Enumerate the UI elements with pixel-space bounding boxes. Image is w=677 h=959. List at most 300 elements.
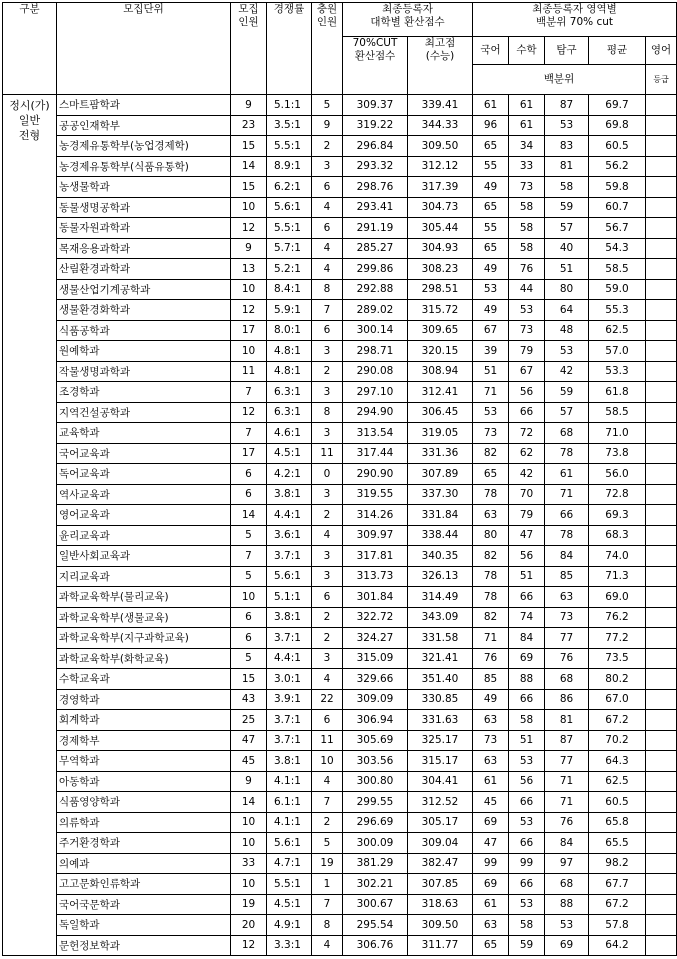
- inquiry-cell: 77: [545, 628, 589, 649]
- math-cell: 73: [509, 177, 545, 198]
- cut-score-cell: 298.76: [343, 177, 408, 198]
- competition-cell: 4.7:1: [267, 853, 312, 874]
- additional-cell: 2: [312, 812, 343, 833]
- math-cell: 84: [509, 628, 545, 649]
- inquiry-cell: 57: [545, 402, 589, 423]
- additional-cell: 5: [312, 95, 343, 116]
- additional-cell: 2: [312, 361, 343, 382]
- cut-score-cell: 322.72: [343, 607, 408, 628]
- header-area-group: 최종등록자 영역별 백분위 70% cut: [473, 3, 677, 37]
- table-row: [3, 136, 677, 157]
- header-category: 구분: [3, 3, 57, 95]
- table-row: [3, 361, 677, 382]
- quota-cell: 7: [231, 423, 267, 444]
- average-cell: 67.2: [589, 710, 646, 731]
- average-cell: 98.2: [589, 853, 646, 874]
- inquiry-cell: 81: [545, 710, 589, 731]
- inquiry-cell: 76: [545, 648, 589, 669]
- english-cell: [646, 423, 677, 444]
- quota-cell: 23: [231, 115, 267, 136]
- korean-cell: 39: [473, 341, 509, 362]
- korean-cell: 78: [473, 484, 509, 505]
- inquiry-cell: 51: [545, 259, 589, 280]
- math-cell: 66: [509, 833, 545, 854]
- competition-cell: 8.9:1: [267, 156, 312, 177]
- max-score-cell: 325.17: [408, 730, 473, 751]
- max-score-cell: 309.65: [408, 320, 473, 341]
- korean-cell: 47: [473, 833, 509, 854]
- unit-cell: 식품영양학과: [57, 792, 231, 813]
- additional-cell: 9: [312, 115, 343, 136]
- table-row: [3, 874, 677, 895]
- table-row: [3, 279, 677, 300]
- math-cell: 47: [509, 525, 545, 546]
- quota-cell: 33: [231, 853, 267, 874]
- inquiry-cell: 59: [545, 197, 589, 218]
- korean-cell: 71: [473, 382, 509, 403]
- max-score-cell: 314.49: [408, 587, 473, 608]
- additional-cell: 3: [312, 648, 343, 669]
- unit-cell: 목재응용과학과: [57, 238, 231, 259]
- max-score-cell: 311.77: [408, 935, 473, 956]
- quota-cell: 10: [231, 279, 267, 300]
- max-score-cell: 305.17: [408, 812, 473, 833]
- english-cell: [646, 484, 677, 505]
- cut-score-cell: 319.22: [343, 115, 408, 136]
- unit-cell: 고고문화인류학과: [57, 874, 231, 895]
- average-cell: 55.3: [589, 300, 646, 321]
- english-cell: [646, 607, 677, 628]
- additional-cell: 4: [312, 935, 343, 956]
- average-cell: 67.2: [589, 894, 646, 915]
- cut-score-cell: 315.09: [343, 648, 408, 669]
- quota-cell: 7: [231, 546, 267, 567]
- quota-cell: 7: [231, 382, 267, 403]
- korean-cell: 82: [473, 443, 509, 464]
- max-score-cell: 308.23: [408, 259, 473, 280]
- cut-score-cell: 291.19: [343, 218, 408, 239]
- competition-cell: 4.9:1: [267, 915, 312, 936]
- quota-cell: 14: [231, 156, 267, 177]
- cut-score-cell: 285.27: [343, 238, 408, 259]
- inquiry-cell: 53: [545, 341, 589, 362]
- math-cell: 66: [509, 689, 545, 710]
- max-score-cell: 317.39: [408, 177, 473, 198]
- max-score-cell: 339.41: [408, 95, 473, 116]
- unit-cell: 과학교육학부(지구과학교육): [57, 628, 231, 649]
- competition-cell: 4.4:1: [267, 648, 312, 669]
- english-cell: [646, 874, 677, 895]
- math-cell: 99: [509, 853, 545, 874]
- quota-cell: 13: [231, 259, 267, 280]
- max-score-cell: 343.09: [408, 607, 473, 628]
- max-score-cell: 309.50: [408, 136, 473, 157]
- table-row: [3, 669, 677, 690]
- math-cell: 53: [509, 812, 545, 833]
- additional-cell: 0: [312, 464, 343, 485]
- inquiry-cell: 86: [545, 689, 589, 710]
- quota-cell: 19: [231, 894, 267, 915]
- average-cell: 67.7: [589, 874, 646, 895]
- competition-cell: 3.7:1: [267, 730, 312, 751]
- unit-cell: 경영학과: [57, 689, 231, 710]
- inquiry-cell: 85: [545, 566, 589, 587]
- table-row: [3, 341, 677, 362]
- math-cell: 70: [509, 484, 545, 505]
- cut-score-cell: 317.81: [343, 546, 408, 567]
- korean-cell: 49: [473, 689, 509, 710]
- average-cell: 57.0: [589, 341, 646, 362]
- english-cell: [646, 648, 677, 669]
- math-cell: 51: [509, 730, 545, 751]
- table-row: [3, 320, 677, 341]
- english-cell: [646, 628, 677, 649]
- korean-cell: 67: [473, 320, 509, 341]
- max-score-cell: 331.36: [408, 443, 473, 464]
- additional-cell: 2: [312, 628, 343, 649]
- max-score-cell: 307.89: [408, 464, 473, 485]
- unit-cell: 농경제유통학부(농업경제학): [57, 136, 231, 157]
- table-row: [3, 689, 677, 710]
- header-inquiry: 탐구: [545, 37, 589, 65]
- average-cell: 69.3: [589, 505, 646, 526]
- inquiry-cell: 71: [545, 792, 589, 813]
- max-score-cell: 305.44: [408, 218, 473, 239]
- math-cell: 88: [509, 669, 545, 690]
- admission-results-table: [2, 2, 677, 956]
- unit-cell: 작물생명과학과: [57, 361, 231, 382]
- max-score-cell: 312.52: [408, 792, 473, 813]
- header-competition: 경쟁률: [267, 3, 312, 95]
- cut-score-cell: 295.54: [343, 915, 408, 936]
- additional-cell: 6: [312, 218, 343, 239]
- cut-score-cell: 305.69: [343, 730, 408, 751]
- english-cell: [646, 751, 677, 772]
- average-cell: 69.7: [589, 95, 646, 116]
- english-cell: [646, 177, 677, 198]
- english-cell: [646, 300, 677, 321]
- inquiry-cell: 88: [545, 894, 589, 915]
- additional-cell: 11: [312, 730, 343, 751]
- math-cell: 66: [509, 587, 545, 608]
- unit-cell: 의예과: [57, 853, 231, 874]
- average-cell: 76.2: [589, 607, 646, 628]
- average-cell: 60.5: [589, 792, 646, 813]
- table-row: [3, 792, 677, 813]
- additional-cell: 3: [312, 382, 343, 403]
- cut-score-cell: 290.08: [343, 361, 408, 382]
- average-cell: 71.3: [589, 566, 646, 587]
- korean-cell: 61: [473, 894, 509, 915]
- average-cell: 54.3: [589, 238, 646, 259]
- max-score-cell: 326.13: [408, 566, 473, 587]
- math-cell: 73: [509, 320, 545, 341]
- english-cell: [646, 320, 677, 341]
- competition-cell: 4.8:1: [267, 341, 312, 362]
- section-label: 정시(가) 일반 전형: [3, 95, 57, 956]
- inquiry-cell: 87: [545, 730, 589, 751]
- table-row: [3, 505, 677, 526]
- inquiry-cell: 57: [545, 218, 589, 239]
- additional-cell: 2: [312, 136, 343, 157]
- cut-score-cell: 300.67: [343, 894, 408, 915]
- average-cell: 62.5: [589, 771, 646, 792]
- math-cell: 58: [509, 218, 545, 239]
- korean-cell: 65: [473, 464, 509, 485]
- inquiry-cell: 48: [545, 320, 589, 341]
- additional-cell: 7: [312, 894, 343, 915]
- unit-cell: 농생물학과: [57, 177, 231, 198]
- header-quota: 모집 인원: [231, 3, 267, 95]
- math-cell: 53: [509, 751, 545, 772]
- quota-cell: 10: [231, 812, 267, 833]
- korean-cell: 71: [473, 628, 509, 649]
- cut-score-cell: 299.55: [343, 792, 408, 813]
- average-cell: 56.2: [589, 156, 646, 177]
- math-cell: 66: [509, 792, 545, 813]
- max-score-cell: 321.41: [408, 648, 473, 669]
- english-cell: [646, 771, 677, 792]
- additional-cell: 11: [312, 443, 343, 464]
- table-row: [3, 648, 677, 669]
- korean-cell: 49: [473, 259, 509, 280]
- inquiry-cell: 84: [545, 546, 589, 567]
- cut-score-cell: 302.21: [343, 874, 408, 895]
- english-cell: [646, 156, 677, 177]
- cut-score-cell: 313.54: [343, 423, 408, 444]
- unit-cell: 조경학과: [57, 382, 231, 403]
- max-score-cell: 312.41: [408, 382, 473, 403]
- competition-cell: 6.1:1: [267, 792, 312, 813]
- cut-score-cell: 309.09: [343, 689, 408, 710]
- inquiry-cell: 59: [545, 382, 589, 403]
- table-row: [3, 402, 677, 423]
- additional-cell: 6: [312, 320, 343, 341]
- unit-cell: 수학교육과: [57, 669, 231, 690]
- english-cell: [646, 792, 677, 813]
- quota-cell: 10: [231, 587, 267, 608]
- math-cell: 56: [509, 546, 545, 567]
- additional-cell: 3: [312, 423, 343, 444]
- inquiry-cell: 61: [545, 464, 589, 485]
- cut-score-cell: 300.09: [343, 833, 408, 854]
- cut-score-cell: 296.69: [343, 812, 408, 833]
- quota-cell: 5: [231, 525, 267, 546]
- max-score-cell: 344.33: [408, 115, 473, 136]
- table-row: [3, 177, 677, 198]
- cut-score-cell: 309.97: [343, 525, 408, 546]
- competition-cell: 5.2:1: [267, 259, 312, 280]
- additional-cell: 2: [312, 607, 343, 628]
- korean-cell: 99: [473, 853, 509, 874]
- unit-cell: 지역건설공학과: [57, 402, 231, 423]
- competition-cell: 3.3:1: [267, 935, 312, 956]
- header-max: 최고점 (수능): [408, 37, 473, 95]
- average-cell: 56.0: [589, 464, 646, 485]
- additional-cell: 4: [312, 669, 343, 690]
- max-score-cell: 304.73: [408, 197, 473, 218]
- max-score-cell: 337.30: [408, 484, 473, 505]
- cut-score-cell: 314.26: [343, 505, 408, 526]
- english-cell: [646, 402, 677, 423]
- average-cell: 73.5: [589, 648, 646, 669]
- table-row: [3, 464, 677, 485]
- math-cell: 61: [509, 95, 545, 116]
- inquiry-cell: 87: [545, 95, 589, 116]
- table-row: [3, 812, 677, 833]
- korean-cell: 82: [473, 607, 509, 628]
- unit-cell: 생물환경화학과: [57, 300, 231, 321]
- cut-score-cell: 292.88: [343, 279, 408, 300]
- unit-cell: 독일학과: [57, 915, 231, 936]
- english-cell: [646, 443, 677, 464]
- average-cell: 67.0: [589, 689, 646, 710]
- quota-cell: 5: [231, 566, 267, 587]
- unit-cell: 일반사회교육과: [57, 546, 231, 567]
- quota-cell: 12: [231, 218, 267, 239]
- unit-cell: 생물산업기계공학과: [57, 279, 231, 300]
- competition-cell: 3.7:1: [267, 710, 312, 731]
- header-70cut: 70%CUT 환산점수: [343, 37, 408, 95]
- competition-cell: 5.6:1: [267, 197, 312, 218]
- korean-cell: 65: [473, 136, 509, 157]
- max-score-cell: 318.63: [408, 894, 473, 915]
- max-score-cell: 315.17: [408, 751, 473, 772]
- max-score-cell: 340.35: [408, 546, 473, 567]
- math-cell: 66: [509, 402, 545, 423]
- quota-cell: 10: [231, 341, 267, 362]
- average-cell: 68.3: [589, 525, 646, 546]
- header-math: 수학: [509, 37, 545, 65]
- english-cell: [646, 136, 677, 157]
- math-cell: 79: [509, 341, 545, 362]
- math-cell: 44: [509, 279, 545, 300]
- cut-score-cell: 294.90: [343, 402, 408, 423]
- additional-cell: 8: [312, 915, 343, 936]
- korean-cell: 63: [473, 915, 509, 936]
- cut-score-cell: 324.27: [343, 628, 408, 649]
- inquiry-cell: 68: [545, 669, 589, 690]
- cut-score-cell: 306.76: [343, 935, 408, 956]
- quota-cell: 9: [231, 238, 267, 259]
- math-cell: 59: [509, 935, 545, 956]
- average-cell: 80.2: [589, 669, 646, 690]
- quota-cell: 9: [231, 95, 267, 116]
- table-row: [3, 853, 677, 874]
- competition-cell: 4.2:1: [267, 464, 312, 485]
- max-score-cell: 331.63: [408, 710, 473, 731]
- unit-cell: 식품공학과: [57, 320, 231, 341]
- korean-cell: 45: [473, 792, 509, 813]
- max-score-cell: 309.50: [408, 915, 473, 936]
- korean-cell: 53: [473, 279, 509, 300]
- additional-cell: 3: [312, 566, 343, 587]
- max-score-cell: 331.58: [408, 628, 473, 649]
- inquiry-cell: 78: [545, 443, 589, 464]
- additional-cell: 2: [312, 505, 343, 526]
- additional-cell: 4: [312, 771, 343, 792]
- unit-cell: 동물자원과학과: [57, 218, 231, 239]
- math-cell: 34: [509, 136, 545, 157]
- english-cell: [646, 238, 677, 259]
- inquiry-cell: 71: [545, 771, 589, 792]
- additional-cell: 3: [312, 546, 343, 567]
- cut-score-cell: 300.14: [343, 320, 408, 341]
- competition-cell: 3.7:1: [267, 546, 312, 567]
- unit-cell: 산림환경과학과: [57, 259, 231, 280]
- average-cell: 53.3: [589, 361, 646, 382]
- cut-score-cell: 306.94: [343, 710, 408, 731]
- korean-cell: 82: [473, 546, 509, 567]
- average-cell: 60.5: [589, 136, 646, 157]
- math-cell: 58: [509, 238, 545, 259]
- unit-cell: 과학교육학부(화학교육): [57, 648, 231, 669]
- average-cell: 58.5: [589, 402, 646, 423]
- quota-cell: 12: [231, 402, 267, 423]
- cut-score-cell: 381.29: [343, 853, 408, 874]
- cut-score-cell: 290.90: [343, 464, 408, 485]
- average-cell: 59.0: [589, 279, 646, 300]
- average-cell: 73.8: [589, 443, 646, 464]
- english-cell: [646, 464, 677, 485]
- header-unit: 모집단위: [57, 3, 231, 95]
- english-cell: [646, 833, 677, 854]
- korean-cell: 63: [473, 751, 509, 772]
- unit-cell: 동물생명공학과: [57, 197, 231, 218]
- table-row: [3, 546, 677, 567]
- additional-cell: 8: [312, 279, 343, 300]
- unit-cell: 공공인재학부: [57, 115, 231, 136]
- korean-cell: 80: [473, 525, 509, 546]
- additional-cell: 5: [312, 833, 343, 854]
- cut-score-cell: 299.86: [343, 259, 408, 280]
- math-cell: 69: [509, 648, 545, 669]
- competition-cell: 5.7:1: [267, 238, 312, 259]
- unit-cell: 스마트팜학과: [57, 95, 231, 116]
- inquiry-cell: 81: [545, 156, 589, 177]
- inquiry-cell: 68: [545, 874, 589, 895]
- quota-cell: 15: [231, 177, 267, 198]
- inquiry-cell: 84: [545, 833, 589, 854]
- quota-cell: 5: [231, 648, 267, 669]
- quota-cell: 45: [231, 751, 267, 772]
- max-score-cell: 351.40: [408, 669, 473, 690]
- competition-cell: 8.0:1: [267, 320, 312, 341]
- english-cell: [646, 689, 677, 710]
- additional-cell: 3: [312, 341, 343, 362]
- competition-cell: 3.8:1: [267, 751, 312, 772]
- inquiry-cell: 83: [545, 136, 589, 157]
- average-cell: 56.7: [589, 218, 646, 239]
- quota-cell: 12: [231, 300, 267, 321]
- quota-cell: 11: [231, 361, 267, 382]
- korean-cell: 78: [473, 566, 509, 587]
- cut-score-cell: 297.10: [343, 382, 408, 403]
- quota-cell: 6: [231, 628, 267, 649]
- unit-cell: 경제학부: [57, 730, 231, 751]
- english-cell: [646, 812, 677, 833]
- korean-cell: 69: [473, 874, 509, 895]
- quota-cell: 17: [231, 320, 267, 341]
- english-cell: [646, 546, 677, 567]
- english-cell: [646, 587, 677, 608]
- inquiry-cell: 40: [545, 238, 589, 259]
- inquiry-cell: 53: [545, 915, 589, 936]
- additional-cell: 6: [312, 710, 343, 731]
- korean-cell: 51: [473, 361, 509, 382]
- quota-cell: 15: [231, 669, 267, 690]
- additional-cell: 4: [312, 197, 343, 218]
